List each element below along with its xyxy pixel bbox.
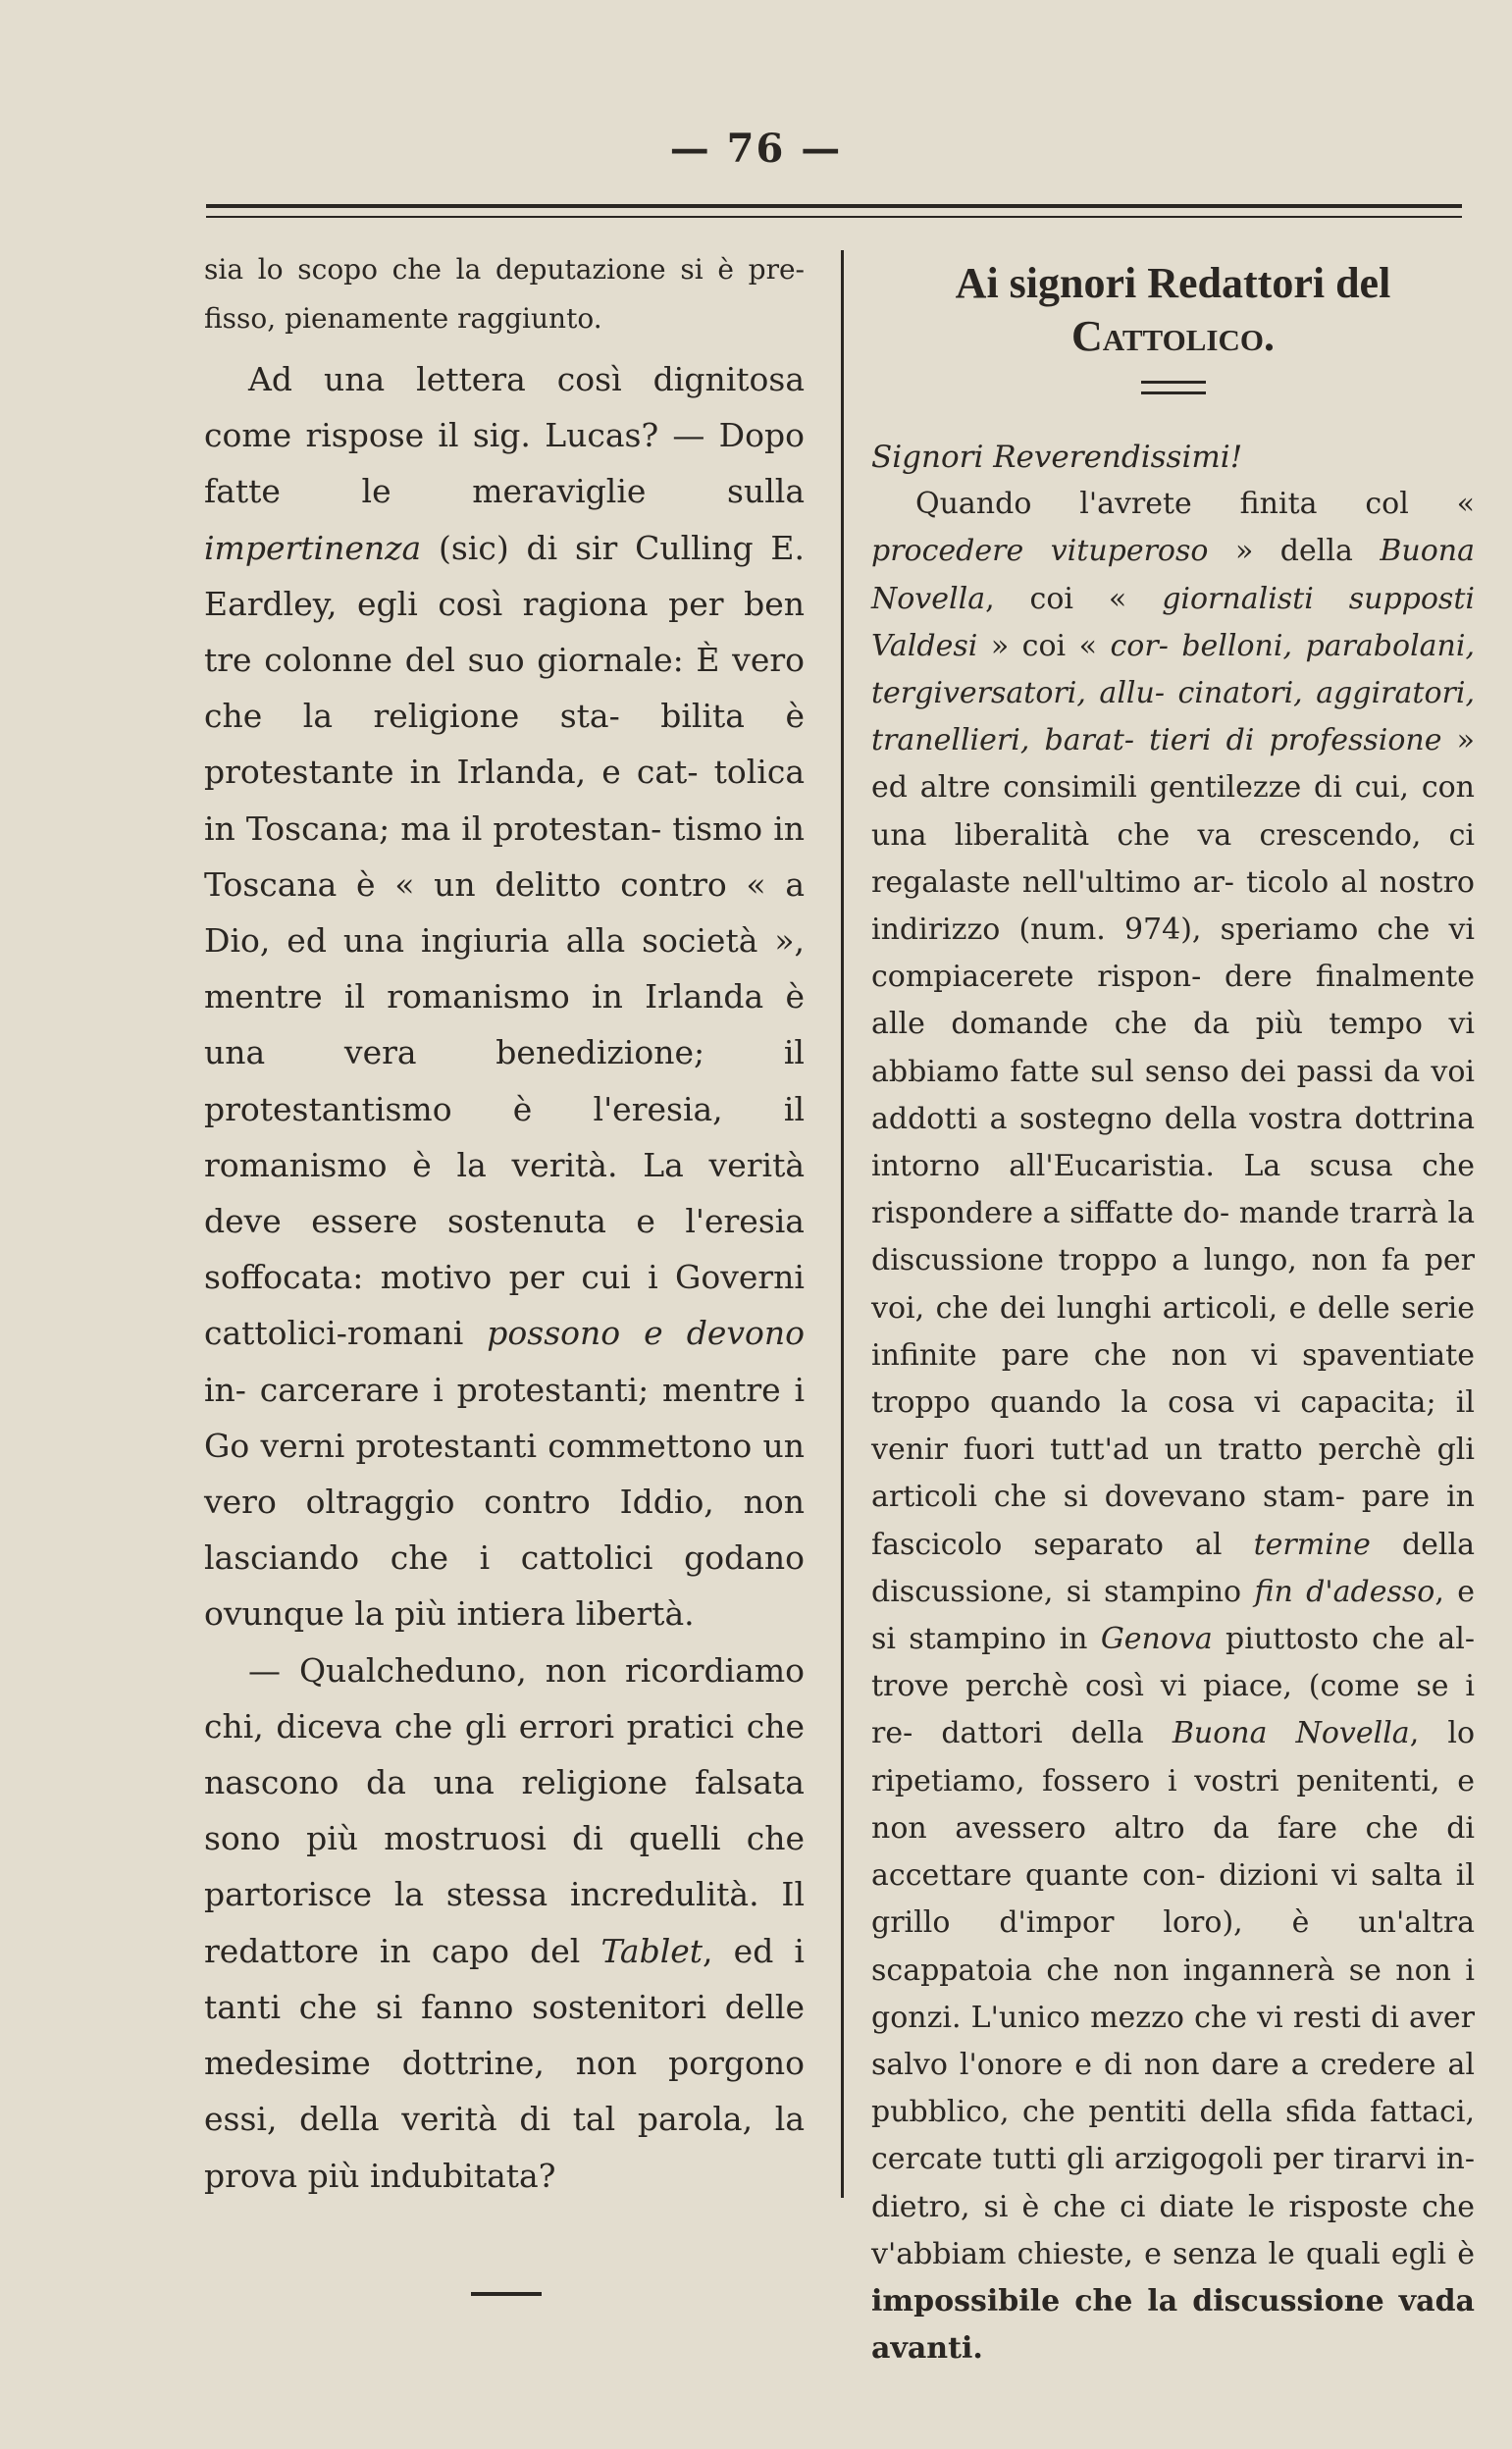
page-number: — 76 — <box>669 126 843 172</box>
emphasis: procedere vituperoso <box>871 534 1209 569</box>
text-run: , e si stampino in <box>871 1574 1475 1657</box>
text-run: , coi « <box>985 581 1163 616</box>
right-column <box>871 245 1475 2372</box>
text-run: Ad una lettera così dignitosa come rispose il sig. Lucas? — Dopo fatte le meraviglie sulla <box>204 360 805 511</box>
article-end-rule <box>471 2292 542 2296</box>
emphasis: Buona Novella <box>1172 1716 1410 1751</box>
header-rule <box>206 204 1462 218</box>
heading-text: Ai signori Redattori del <box>955 259 1391 307</box>
text-run: » coi « <box>977 628 1111 663</box>
emphasis: impertinenza <box>204 528 422 567</box>
text-run: , lo ripetiamo, fossero i vostri penitenti, e non avessero altro da fare che di accettare quante con- dizioni vi salta il grillo d'impor loro), è un'altra scappatoia che non ingannerà se non i gonzi. L'unico mezzo che vi resti di aver salvo l'onore e di non dare a credere al pubblico, che pentiti della sfida fattaci, cercate tutti gli arzigogoli per tirarvi in- dietro, si è che ci diate le risposte che v'abbiam chieste, e senza le quali egli è <box>871 1716 1476 2271</box>
text-run: — Qualcheduno, non ricordiamo chi, diceva che gli errori pratici che nascono da una religione falsata sono più mostruosi di quelli che partorisce la stessa incredulità. Il redattore in capo del <box>204 1650 805 1970</box>
paragraph-lucas <box>204 351 805 1642</box>
emphasis: possono e devono <box>487 1314 805 1353</box>
text-run: » ed altre consimili gentilezze di cui, con una liberalità che va crescendo, ci regalaste nell'ultimo ar- ticolo al nostro indirizzo (num. 974), speriamo che vi compiacerete rispon- dere finalmente alle domande che da più tempo vi abbiamo fatte sul senso dei passi da voi addotti a sostegno della vostra dottrina intorno all'Eucaristia. La scusa che rispondere a siffatte do- mande trarrà la discussione troppo a lungo, non fa per voi, che dei lunghi articoli, e delle serie infinite pare che non vi spaventiate troppo quando la cosa vi capacita; il venir fuori tutt'ad un tratto perchè gli articoli che si dovevano stam- pare in fascicolo separato al <box>871 723 1475 1562</box>
text-run: della discussione, si stampino <box>871 1527 1475 1609</box>
text-run: » della <box>1208 534 1381 569</box>
emphasis: Tablet <box>600 1931 704 1970</box>
emphasis: cor- belloni, parabolani, tergiversatori, allu- cinatori, aggiratori, tranellieri, barat- tieri di professione <box>871 628 1476 758</box>
continued-paragraph: sia lo scopo che la deputazione si è pre- fisso, pienamente raggiunto. <box>204 253 805 335</box>
letter-body <box>871 481 1475 2372</box>
emphasis: termine <box>1253 1527 1371 1562</box>
final-line: impossibile che la discussione vada avanti. <box>871 2283 1475 2367</box>
heading-smallcaps: Cattolico. <box>1070 312 1275 360</box>
text-run: Quando l'avrete finita col « <box>915 487 1475 522</box>
text-run: piuttosto che al- trove perchè così vi piace, (come se i re- dattori della <box>871 1622 1475 1751</box>
paragraph-qualcheduno <box>204 1642 805 2204</box>
salutation: Signori Reverendissimi! <box>871 440 1243 475</box>
emphasis: Buona Novella <box>871 534 1475 616</box>
left-column <box>204 245 805 2296</box>
text-run: in- carcerare i protestanti; mentre i Go verni protestanti commettono un vero oltraggio contro Iddio, non lasciando che i cattolici godano ovunque la più intiera libertà. <box>204 1370 805 1634</box>
emphasis: fin d'adesso <box>1254 1574 1435 1609</box>
column-divider <box>841 250 844 2198</box>
text-run: (sic) di sir Culling E. Eardley, egli così ragiona per ben tre colonne del suo giornale: È vero che la religione sta- bilita è protestante in Irlanda, e cat- tolica in Toscana; ma il protestan- tismo in Toscana è « un delitto contro « a Dio, ed una ingiuria alla società », mentre il romanismo in Irlanda è una vera benedizione; il protestantismo è l'eresia, il romanismo è la verità. La verità deve essere sostenuta e l'eresia soffocata: motivo per cui i Governi cattolici-romani <box>204 528 805 1353</box>
letter-heading <box>871 257 1475 363</box>
heading-rule <box>1141 381 1206 394</box>
emphasis: giornalisti supposti Valdesi <box>871 581 1475 663</box>
text-run: , ed i tanti che si fanno sostenitori delle medesime dottrine, non porgono essi, della verità di tal parola, la prova più indubitata? <box>204 1931 805 2195</box>
emphasis: Genova <box>1100 1622 1213 1657</box>
